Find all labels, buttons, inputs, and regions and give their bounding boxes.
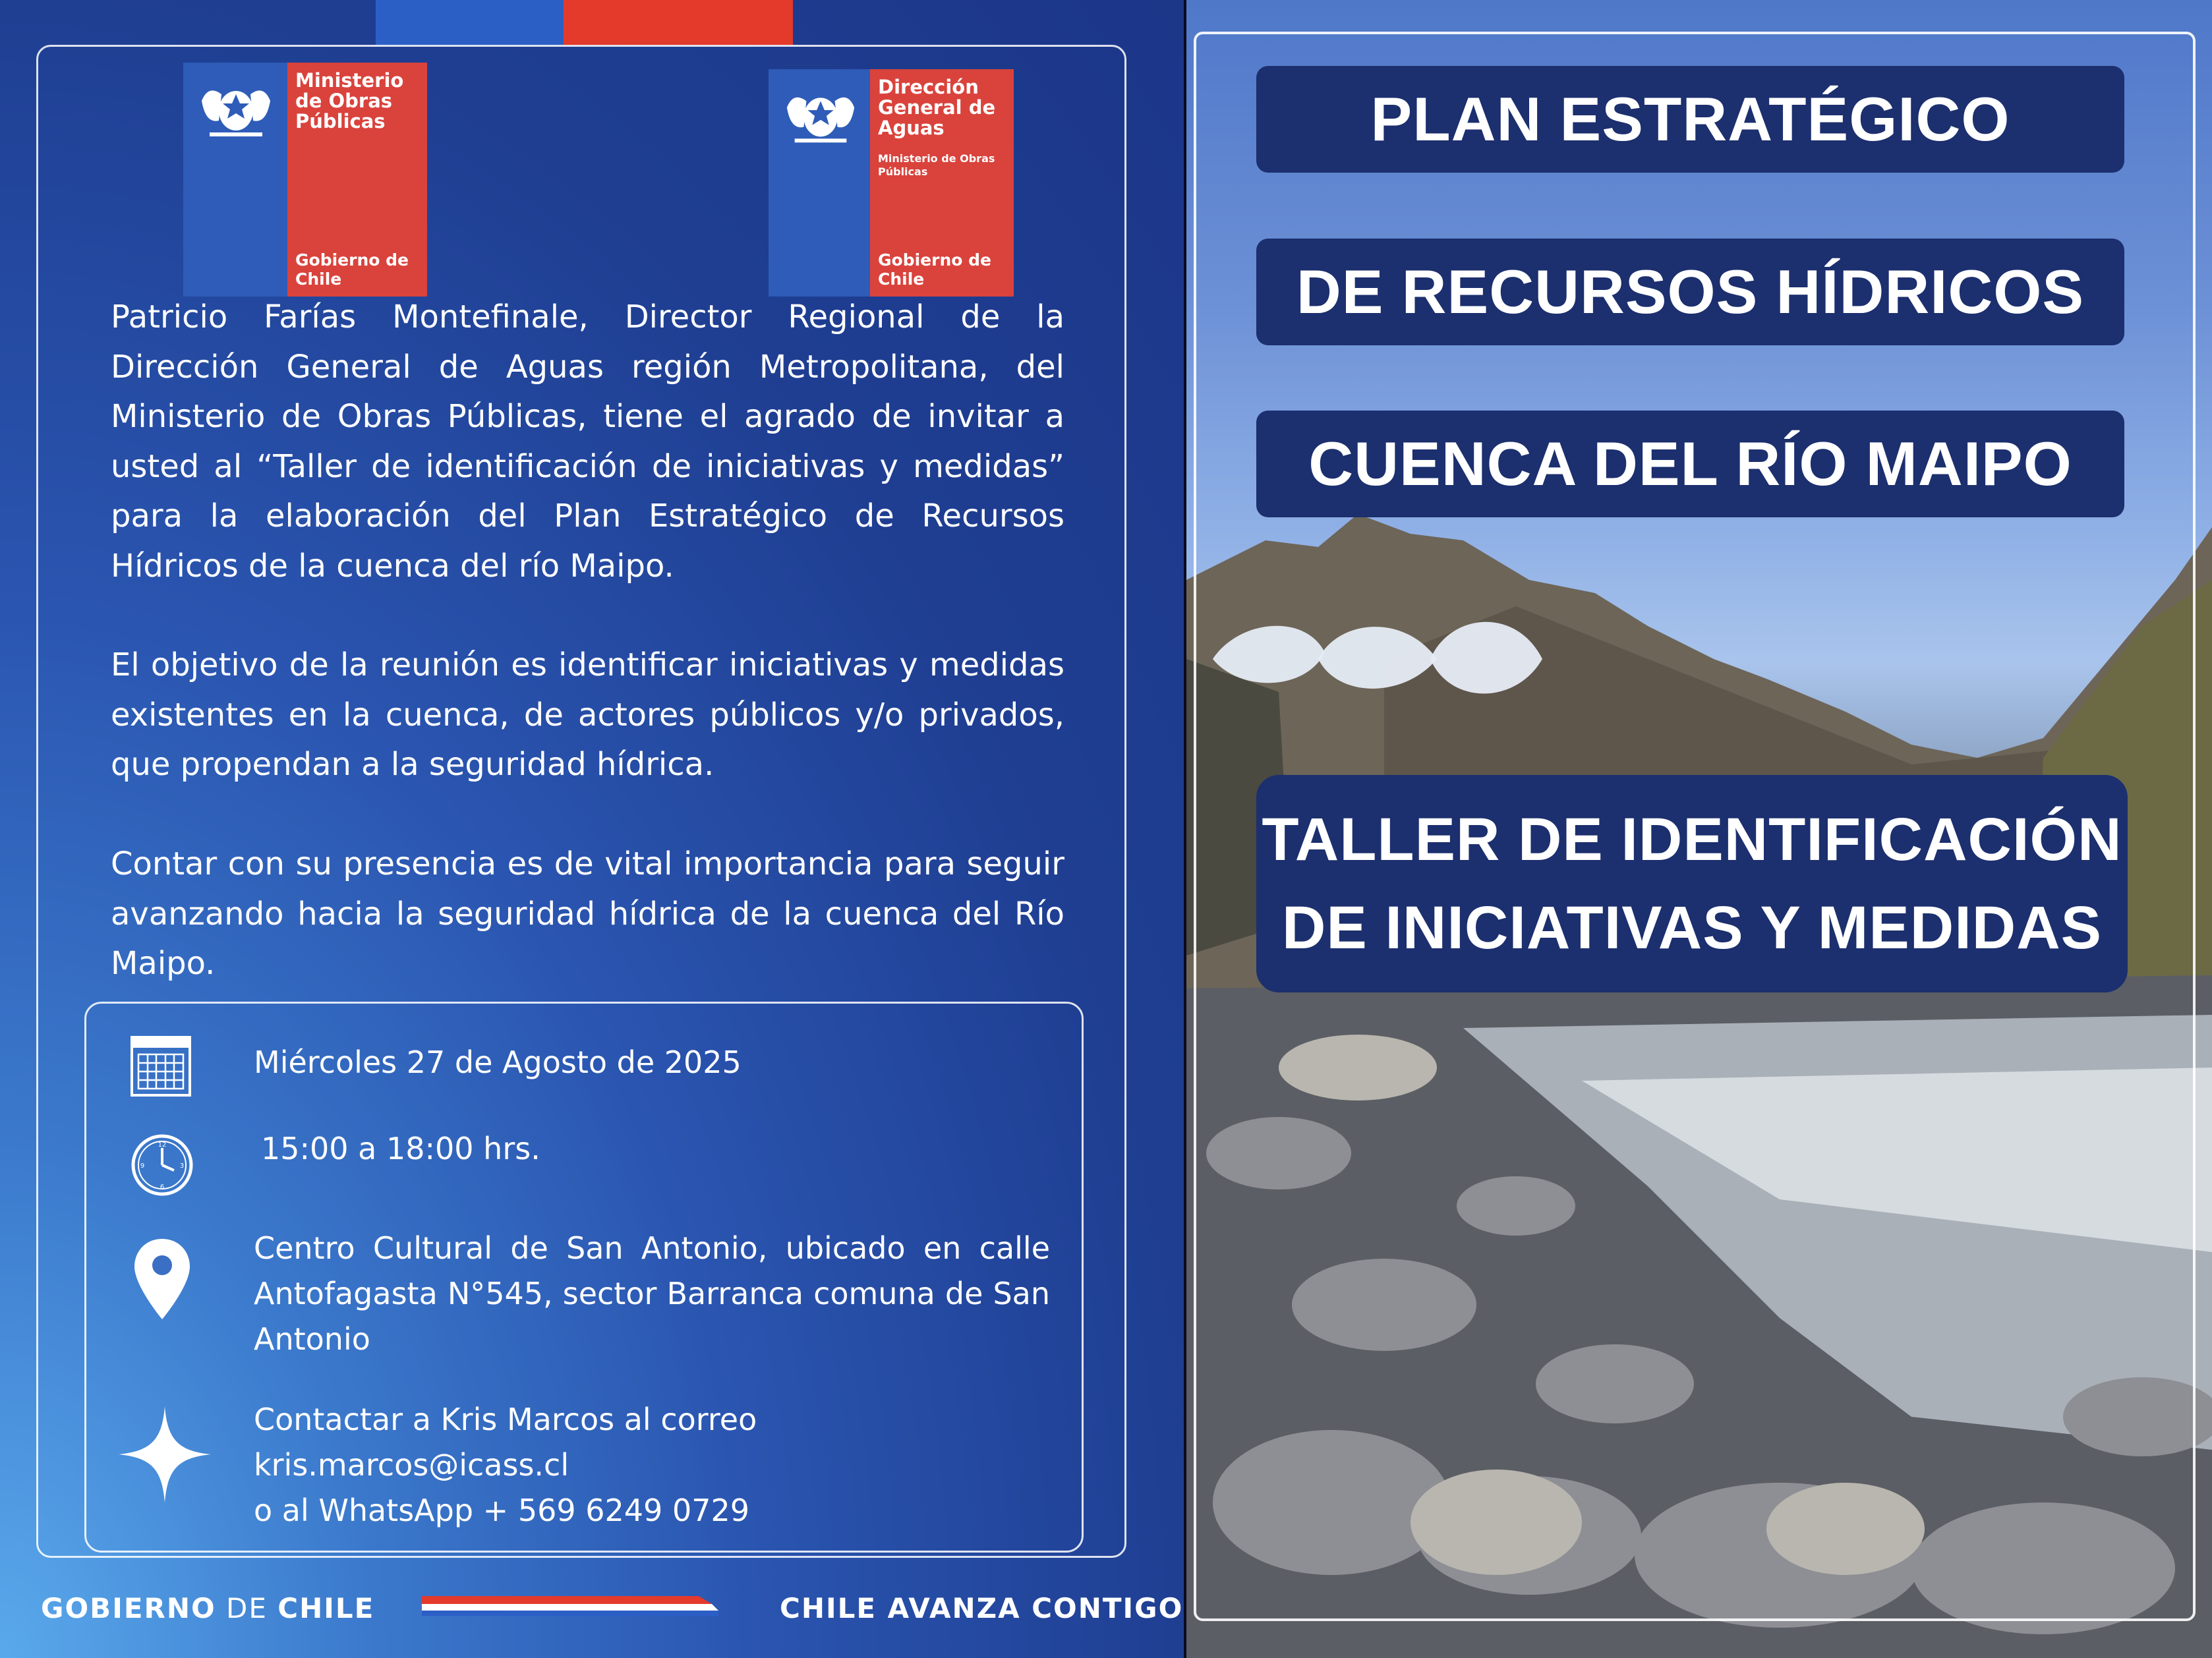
location-pin-icon bbox=[132, 1236, 192, 1322]
dga-logo-subtitle: Ministerio de Obras Públicas bbox=[878, 152, 995, 178]
mop-logo-title: Ministerio de Obras Públicas bbox=[295, 69, 404, 132]
sparkle-icon bbox=[119, 1406, 211, 1502]
flag-stripe-blue bbox=[376, 0, 564, 45]
mop-logo bbox=[183, 63, 427, 297]
logo-red-block bbox=[870, 69, 1014, 297]
invitation-paragraph-3: Contar con su presencia es de vital importancia para seguir avanzando hacia la seguridad hídrica de la cuenca del Río Maipo. bbox=[111, 845, 1064, 982]
title-banner-1: PLAN ESTRATÉGICO bbox=[1256, 66, 2124, 173]
logo-blue-block bbox=[183, 63, 287, 297]
event-contact bbox=[254, 1397, 1050, 1533]
svg-text:9: 9 bbox=[140, 1162, 145, 1170]
invitation-paragraph-1: Patricio Farías Montefinale, Director Regional de la Dirección General de Aguas región Metropolitana, del Ministerio de Obras Públicas, tiene el agrado de invitar a usted al “Taller de identificación de iniciativas y medidas” para la elaboración del Plan Estratégico de Recursos Hídricos de la cuenca del río Maipo. bbox=[111, 299, 1064, 585]
logo-red-block bbox=[287, 63, 427, 297]
event-location: Centro Cultural de San Antonio, ubicado en calle Antofagasta N°545, sector Barranca comuna de San Antonio bbox=[254, 1230, 1050, 1357]
event-date: Miércoles 27 de Agosto de 2025 bbox=[254, 1044, 742, 1080]
footer-gobierno-de-chile bbox=[41, 1592, 374, 1624]
workshop-title-line-1: TALLER DE IDENTIFICACIÓN bbox=[1262, 806, 2122, 873]
contact-whatsapp-line: o al WhatsApp + 569 6249 0729 bbox=[254, 1493, 750, 1528]
calendar-icon bbox=[129, 1032, 192, 1098]
title-banner-3: CUENCA DEL RÍO MAIPO bbox=[1256, 411, 2124, 517]
dga-logo bbox=[769, 69, 1014, 297]
svg-text:6: 6 bbox=[160, 1184, 165, 1191]
dga-logo-footer: Gobierno de Chile bbox=[878, 250, 991, 289]
title-banner-2: DE RECURSOS HÍDRICOS bbox=[1256, 239, 2124, 345]
chile-coat-of-arms-icon bbox=[196, 74, 276, 140]
contact-email-line: Contactar a Kris Marcos al correo kris.marcos@icass.cl bbox=[254, 1402, 757, 1483]
footer-flag-stripes bbox=[422, 1591, 718, 1617]
footer-gov-word3: CHILE bbox=[277, 1592, 375, 1624]
logo-blue-block bbox=[769, 69, 870, 297]
clock-icon bbox=[129, 1132, 195, 1198]
footer-gov-word2: DE bbox=[216, 1592, 278, 1624]
dga-logo-title: Dirección General de Aguas bbox=[878, 76, 996, 139]
invitation-paragraph-2: El objetivo de la reunión es identificar iniciativas y medidas existentes en la cuenca, de actores públicos y/o privados, que propendan a la seguridad hídrica. bbox=[111, 646, 1064, 783]
chile-coat-of-arms-icon bbox=[782, 81, 859, 147]
svg-text:12: 12 bbox=[158, 1141, 167, 1149]
mop-logo-footer: Gobierno de Chile bbox=[295, 250, 409, 289]
workshop-title-line-2: DE INICIATIVAS Y MEDIDAS bbox=[1281, 894, 2103, 961]
workshop-title-banner bbox=[1256, 775, 2128, 992]
footer-gov-word1: GOBIERNO bbox=[41, 1592, 216, 1624]
event-time: 15:00 a 18:00 hrs. bbox=[261, 1131, 540, 1166]
footer-slogan: CHILE AVANZA CONTIGO bbox=[780, 1592, 1184, 1624]
svg-text:3: 3 bbox=[179, 1162, 185, 1170]
flag-stripe-red bbox=[564, 0, 793, 45]
